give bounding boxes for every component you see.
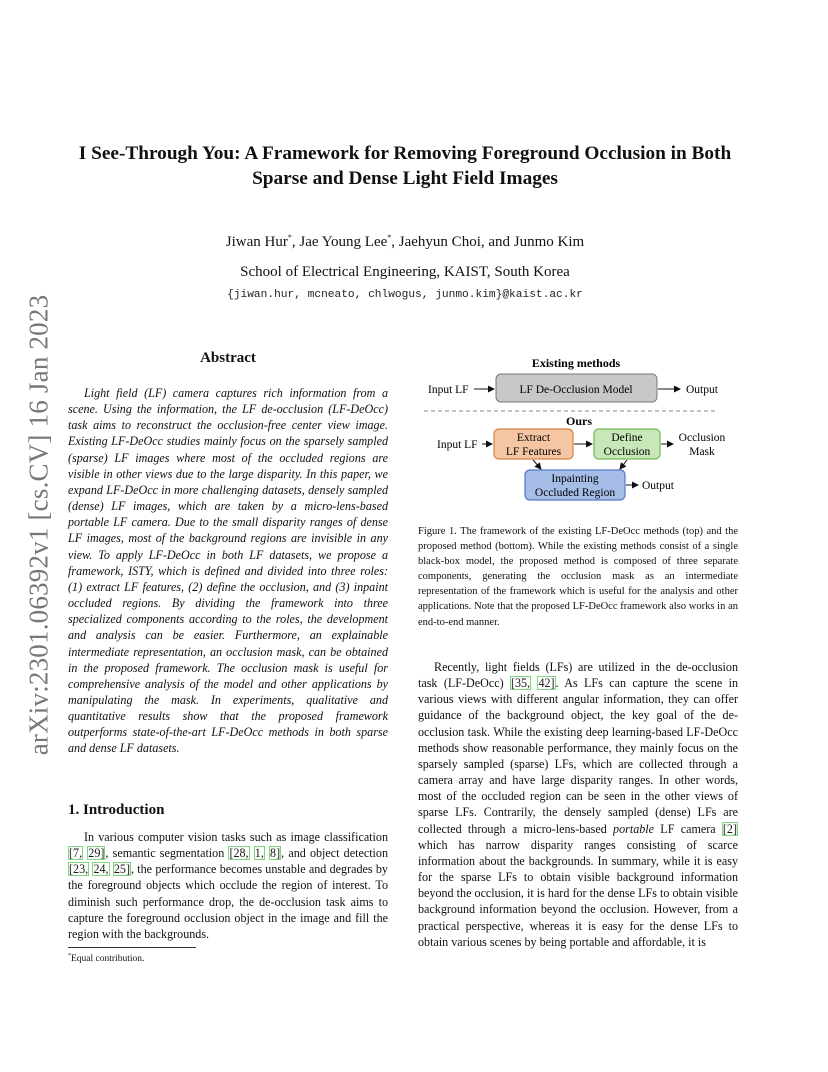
citation-link[interactable]: 1, <box>254 846 264 861</box>
footnote-text: Equal contribution. <box>71 954 145 965</box>
paper-title <box>60 141 750 191</box>
arxiv-stamp-text: arXiv:2301.06392v1 [cs.CV] 16 Jan 2023 <box>23 294 54 756</box>
author-list: Jiwan Hur*, Jae Young Lee*, Jaehyun Choi, and Junmo Kim <box>225 233 585 250</box>
output-label-top: Output <box>686 384 718 396</box>
citation-link[interactable]: [23, <box>69 862 89 877</box>
extract-label-1: Extract <box>516 432 551 444</box>
equal-contribution-mark: * <box>287 233 292 242</box>
footnote-mark: * <box>68 953 71 959</box>
author-rest: Jaehyun Choi, and Junmo Kim <box>398 234 585 250</box>
citation-link[interactable]: 8] <box>270 846 281 861</box>
inpaint-label-1: Inpainting <box>551 473 599 485</box>
figure-1-caption: Figure 1. The framework of the existing LF-DeOcc methods (top) and the proposed method (bottom). While the existing methods consist of a single black-box model, the proposed method is composed of three separate components, generating the occlusion mask as an intermediate representation of the framework which is useful for the analysis and other applications. Note that the proposed LF-DeOcc framework also works in an end-to-end manner. <box>418 526 738 628</box>
arxiv-stamp <box>14 290 64 760</box>
intro-text: In various computer vision tasks such as image classification <box>84 830 388 844</box>
framework-diagram <box>418 352 738 504</box>
body-text: . As LFs can capture the scene in various views with different angular information, they can offer guidance of the background object, the key goal of the de-occlusion task. While the existing deep learning-based LF-DeOcc methods show reasonable performance, they mainly focus on the sparsely sampled (sparse) LFs, which are collected through a camera array and have large disparity ranges. In other words, most of the occluded region can be seen in the other views of sparse LFs. Contrarily, the densely sampled (dense) LFs are collected through a micro-lens-based <box>418 676 738 836</box>
input-lf-label-bottom: Input LF <box>437 439 478 451</box>
citation-link[interactable]: 24, <box>93 862 109 877</box>
citation-link[interactable]: [28, <box>229 846 249 861</box>
author-2: Jae Young Lee <box>299 234 388 250</box>
author-1: Jiwan Hur <box>225 234 288 250</box>
right-column-paragraph <box>418 659 738 950</box>
inpaint-label-2: Occluded Region <box>534 487 616 499</box>
ours-title: Ours <box>565 414 593 428</box>
body-text: Recently, light fields (LFs) are utilized in the de-occlusion task (LF-DeOcc) <box>418 660 738 691</box>
define-label-1: Define <box>611 432 643 444</box>
output-label-bottom: Output <box>642 480 674 492</box>
define-label-2: Occlusion <box>603 446 651 458</box>
author-emails: {jiwan.hur, mcneato, chlwogus, junmo.kim}@kaist.ac.kr <box>227 289 583 301</box>
emphasis-portable: portable <box>613 821 655 836</box>
arrow-define-inpaint <box>620 460 627 469</box>
citation-link[interactable]: [35, <box>510 676 531 691</box>
title-line-2: Sparse and Dense Light Field Images <box>252 168 558 189</box>
body-text: which has narrow disparity ranges consisting of scarce information about the backgrounds. In summary, while it is easy for the sparse LFs to obtain visible background information beyond the occlusion, it is hard for the dense LFs to obtain visible background information beyond the occlusion. However, from a practical perspective, whereas it is easy for the dense LFs to obtain various scenes by being portable and affordable, it is <box>418 837 738 949</box>
citation-link[interactable]: [2] <box>722 821 737 836</box>
mask-label-2: Mask <box>689 446 715 458</box>
footnote-rule <box>68 947 196 948</box>
existing-methods-title: Existing methods <box>531 356 621 370</box>
equal-contribution-mark: * <box>387 233 392 242</box>
citation-link[interactable]: 42] <box>538 676 555 691</box>
arrow-extract-inpaint <box>533 460 541 469</box>
section-heading-introduction: 1. Introduction <box>68 802 165 818</box>
abstract-body: Light field (LF) camera captures rich information from a scene. Using the information, the LF de-occlusion (LF-DeOcc) task aims to reconstruct the occlusion-free center view image. Existing LF-DeOcc studies mainly focus on the sparsely sampled (sparse) LF images where most of the occluded regions are visible in other views due to the large disparity. In this paper, we expand LF-DeOcc in more challenging datasets, densely sampled (dense) LF images, which are taken by a micro-lens-based portable LF camera. Due to the small disparity ranges of dense LF images, most of the background regions are invisible in any view. To apply LF-DeOcc in both LF datasets, we propose a framework, ISTY, which is defined and divided into three roles: (1) extract LF features, (2) define the occlusion, and (3) inpaint occluded regions. By dividing the framework into three specialized components according to the roles, the development and analysis can be easier. Furthermore, an explainable intermediate representation, an occlusion mask, can be obtained in the proposed framework. The occlusion mask is useful for comprehensive analysis of the model and other applications by manipulating the mask. In experiments, qualitative and quantitative results show that the proposed framework outperforms state-of-the-art LF-DeOcc methods in both sparse and dense LF datasets. <box>68 386 388 756</box>
citation-link[interactable]: [7, <box>69 846 83 861</box>
footnote <box>68 953 144 964</box>
citation-link[interactable]: 29] <box>88 846 105 861</box>
intro-text: , the performance becomes unstable and degrades by the foreground objects which occlude the region of interest. To diminish such performance drop, the de-occlusion task aims to capture the foreground occlusion object in the image and fill the region with the backgrounds. <box>68 862 388 941</box>
citation-link[interactable]: 25] <box>113 862 130 877</box>
intro-text: , and object detection <box>281 846 389 861</box>
body-text: LF camera <box>654 821 722 836</box>
mask-label-1: Occlusion <box>678 432 726 444</box>
input-lf-label-top: Input LF <box>428 384 469 396</box>
affiliation: School of Electrical Engineering, KAIST, South Korea <box>240 264 570 280</box>
introduction-paragraph <box>68 829 388 942</box>
figure-1 <box>418 352 738 504</box>
abstract-heading: Abstract <box>200 350 256 366</box>
model-box-label: LF De-Occlusion Model <box>519 384 633 396</box>
extract-label-2: LF Features <box>505 446 562 458</box>
title-line-1: I See-Through You: A Framework for Removing Foreground Occlusion in Both <box>78 143 732 164</box>
intro-text: , semantic segmentation <box>105 846 229 861</box>
